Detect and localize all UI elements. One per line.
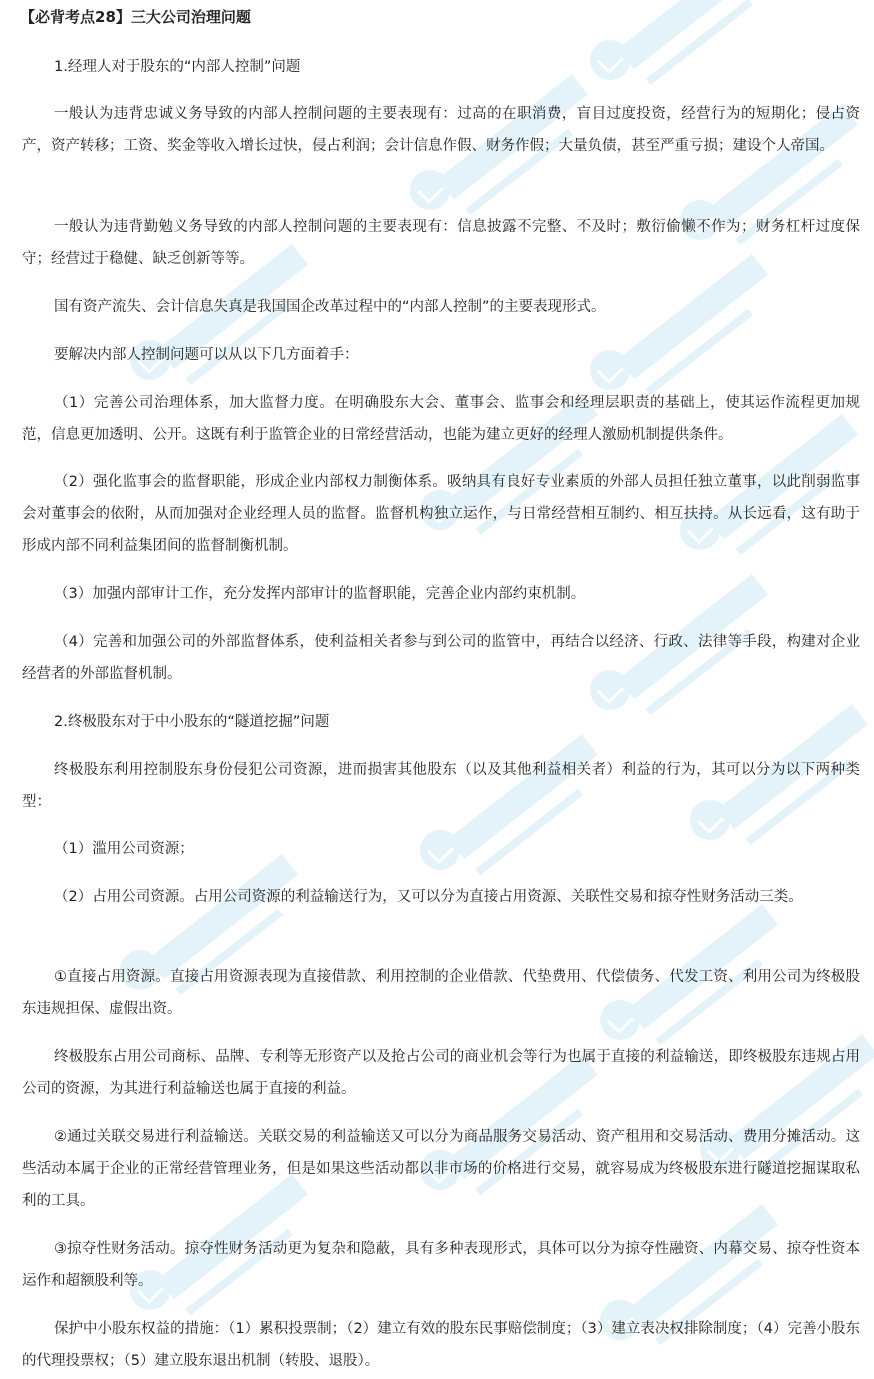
list-item: （2）强化监事会的监督职能，形成企业内部权力制衡体系。吸纳具有良好专业素质的外部人员担任独立董事，以此削弱监事会对董事会的依附，从而加强对企业经理人员的监督。监督机构独立运作，与日常经营相互制约、相互扶持。从长远看，这有助于形成内部不同利益集团间的监督制衡机制。 bbox=[22, 474, 860, 554]
watermark-logo-icon bbox=[590, 20, 810, 110]
list-item: ②通过关联交易进行利益输送。关联交易的利益输送又可以分为商品服务交易活动、资产租用和交易活动、费用分摊活动。这些活动本属于企业的正常经营管理业务，但是如果这些活动都以非市场的价格进行交易，就容易成为终极股东进行隧道挖掘谋取私利的工具。 bbox=[22, 1129, 860, 1209]
list-item: （1）完善公司治理体系，加大监督力度。在明确股东大会、董事会、监事会和经理层职责的基础上，使其运作流程更加规范，信息更加透明、公开。这既有利于监管企业的日常经营活动，也能为建立更好的经理人激励机制提供条件。 bbox=[22, 395, 860, 443]
list-item: （1）滥用公司资源； bbox=[54, 841, 194, 857]
section-heading: 2.终极股东对于中小股东的“隧道挖掘”问题 bbox=[54, 714, 330, 730]
section-heading: 1.经理人对于股东的“内部人控制”问题 bbox=[54, 59, 301, 75]
page-title: 【必背考点28】三大公司治理问题 bbox=[20, 8, 251, 26]
list-item: ①直接占用资源。直接占用资源表现为直接借款、利用控制的企业借款、代垫费用、代偿债务、代发工资、利用公司为终极股东违规担保、虚假出资。 bbox=[22, 969, 860, 1017]
list-item: （2）占用公司资源。占用公司资源的利益输送行为，又可以分为直接占用资源、关联性交易和掠夺性财务活动三类。 bbox=[54, 889, 803, 905]
paragraph: 国有资产流失、会计信息失真是我国国企改革过程中的“内部人控制”的主要表现形式。 bbox=[54, 299, 606, 315]
paragraph: 一般认为违背忠诚义务导致的内部人控制问题的主要表现有：过高的在职消费，盲目过度投资，经营行为的短期化；侵占资产，资产转移；工资、奖金等收入增长过快，侵占利润；会计信息作假、财务作假；大量负债，甚至严重亏损；建设个人帝国。 bbox=[22, 106, 860, 154]
paragraph: 终极股东利用控制股东身份侵犯公司资源，进而损害其他股东（以及其他利益相关者）利益的行为，其可以分为以下两种类型： bbox=[22, 762, 860, 810]
list-item: （4）完善和加强公司的外部监督体系，使利益相关者参与到公司的监管中，再结合以经济、行政、法律等手段，构建对企业经营者的外部监督机制。 bbox=[22, 634, 860, 682]
list-item: ③掠夺性财务活动。掠夺性财务活动更为复杂和隐蔽，具有多种表现形式，具体可以分为掠夺性融资、内幕交易、掠夺性资本运作和超额股利等。 bbox=[22, 1241, 860, 1289]
paragraph: 保护中小股东权益的措施：（1）累积投票制；（2）建立有效的股东民事赔偿制度；（3）建立表决权排除制度；（4）完善小股东的代理投票权；（5）建立股东退出机制（转股、退股）。 bbox=[22, 1321, 860, 1369]
paragraph: 要解决内部人控制问题可以从以下几方面着手： bbox=[54, 347, 359, 363]
paragraph: 一般认为违背勤勉义务导致的内部人控制问题的主要表现有：信息披露不完整、不及时；敷衍偷懒不作为；财务杠杆过度保守；经营过于稳健、缺乏创新等等。 bbox=[22, 219, 860, 267]
paragraph: 终极股东占用公司商标、品牌、专利等无形资产以及抢占公司的商业机会等行为也属于直接的利益输送，即终极股东违规占用公司的资源，为其进行利益输送也属于直接的利益。 bbox=[22, 1049, 860, 1097]
list-item: （3）加强内部审计工作，充分发挥内部审计的监督职能，完善企业内部约束机制。 bbox=[54, 586, 586, 602]
